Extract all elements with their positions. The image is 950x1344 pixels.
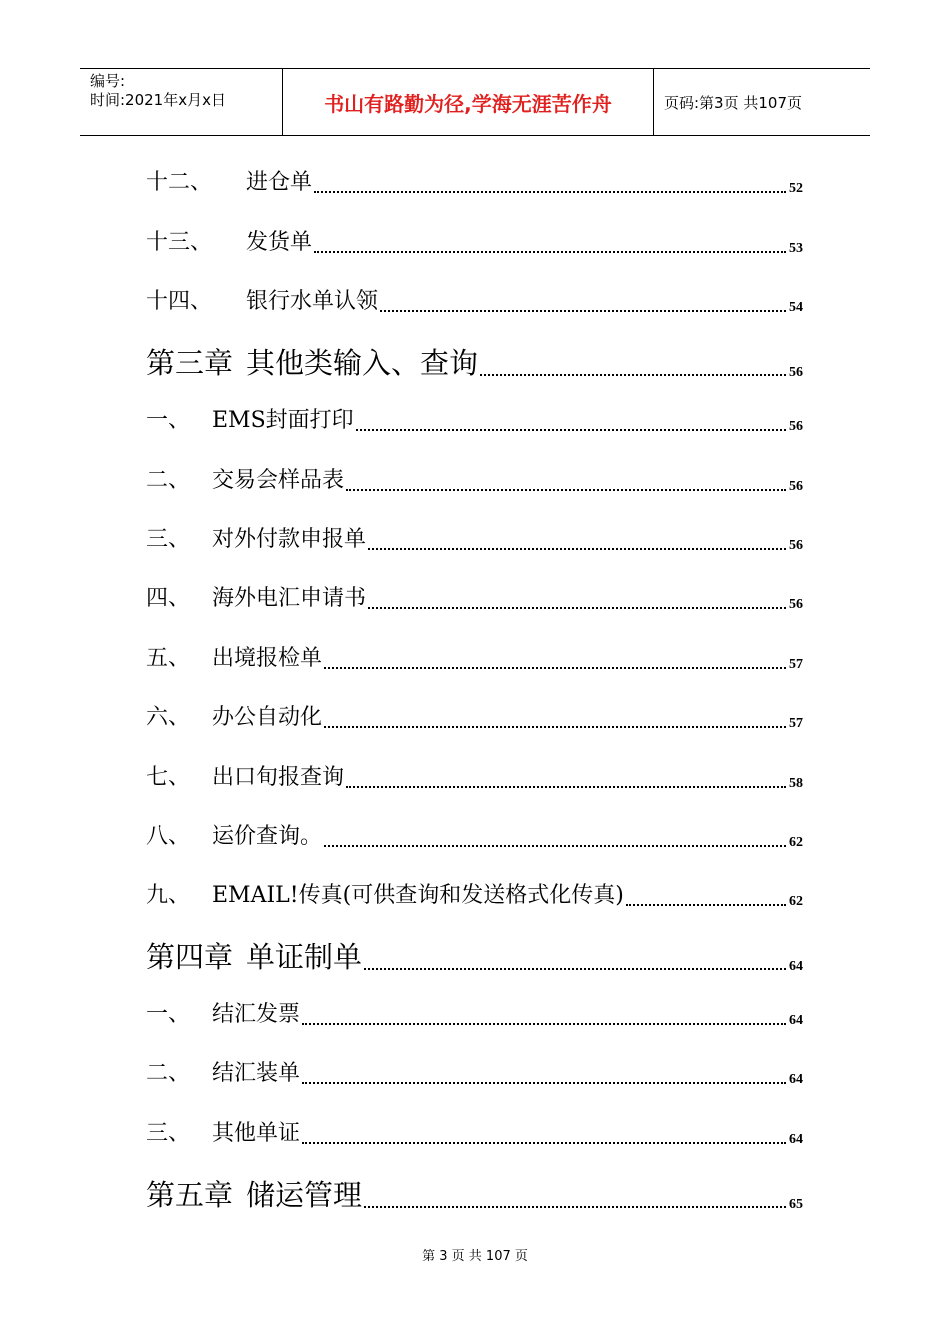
toc-entry-number: 四、 xyxy=(146,586,191,611)
toc-entry-number: 一、 xyxy=(146,1002,191,1027)
toc-entry-page: 56 xyxy=(789,365,803,380)
header-motto: 书山有路勤为径,学海无涯苦作舟 xyxy=(324,92,612,116)
toc-leader-dots xyxy=(368,607,786,609)
toc-entry-page: 53 xyxy=(789,241,803,256)
toc-entry-number: 七、 xyxy=(146,765,191,790)
toc-chapter-number: 第五章 xyxy=(146,1178,234,1212)
toc-entry-title: 发货单 xyxy=(246,230,313,255)
toc-entry-page: 62 xyxy=(789,894,803,909)
toc-entry[interactable] xyxy=(146,466,803,496)
toc-entry[interactable] xyxy=(146,584,803,614)
header-meta-cell xyxy=(80,69,282,135)
toc-entry-page: 62 xyxy=(789,835,803,850)
toc-entry-page: 56 xyxy=(789,479,803,494)
toc-leader-dots xyxy=(324,667,786,669)
toc-leader-dots xyxy=(324,726,786,728)
toc-entry-number: 五、 xyxy=(146,646,191,671)
toc-entry-page: 54 xyxy=(789,300,803,315)
toc-entry[interactable] xyxy=(146,1119,803,1149)
toc-entry-number: 三、 xyxy=(146,527,191,552)
toc-entry[interactable] xyxy=(146,822,803,852)
toc-entry-title: EMS封面打印 xyxy=(212,408,354,433)
toc-leader-dots xyxy=(302,1142,786,1144)
toc-chapter-entry[interactable] xyxy=(146,344,803,382)
toc-entry-number: 十四、 xyxy=(146,289,213,314)
document-header xyxy=(80,68,870,136)
toc-entry[interactable] xyxy=(146,287,803,317)
toc-leader-dots xyxy=(314,251,786,253)
toc-leader-dots xyxy=(302,1082,786,1084)
toc-entry-title: 出口旬报查询 xyxy=(212,765,345,790)
toc-leader-dots xyxy=(626,904,786,906)
toc-leader-dots xyxy=(356,429,786,431)
document-date: 时间:2021年x月x日 xyxy=(90,91,226,109)
header-page-info: 页码:第3页 共107页 xyxy=(664,94,802,112)
toc-entry-page: 64 xyxy=(789,959,803,974)
toc-entry-page: 56 xyxy=(789,419,803,434)
toc-entry-page: 64 xyxy=(789,1013,803,1028)
toc-chapter-title: 储运管理 xyxy=(246,1178,363,1212)
toc-chapter-number: 第四章 xyxy=(146,940,234,974)
toc-entry-title: 海外电汇申请书 xyxy=(212,586,367,611)
toc-entry[interactable] xyxy=(146,525,803,555)
toc-entry-page: 56 xyxy=(789,538,803,553)
toc-entry-number: 十三、 xyxy=(146,230,213,255)
toc-entry[interactable] xyxy=(146,1000,803,1030)
toc-entry-number: 九、 xyxy=(146,883,191,908)
toc-entry-title: 办公自动化 xyxy=(212,705,323,730)
toc-chapter-entry[interactable] xyxy=(146,1176,803,1214)
toc-entry[interactable] xyxy=(146,881,803,911)
toc-entry-page: 52 xyxy=(789,181,803,196)
toc-leader-dots xyxy=(364,1206,786,1208)
toc-entry-title: 结汇发票 xyxy=(212,1002,301,1027)
toc-chapter-number: 第三章 xyxy=(146,346,234,380)
toc-entry-number: 十二、 xyxy=(146,170,213,195)
toc-entry-title: 对外付款申报单 xyxy=(212,527,367,552)
toc-entry-page: 58 xyxy=(789,776,803,791)
toc-leader-dots xyxy=(346,786,786,788)
toc-entry-title: 交易会样品表 xyxy=(212,468,345,493)
toc-entry-title: 银行水单认领 xyxy=(246,289,379,314)
toc-chapter-entry[interactable] xyxy=(146,938,803,976)
page-footer: 第 3 页 共 107 页 xyxy=(422,1249,528,1264)
toc-entry-number: 二、 xyxy=(146,468,191,493)
toc-entry-page: 64 xyxy=(789,1072,803,1087)
toc-leader-dots xyxy=(368,548,786,550)
toc-entry-title: EMAIL!传真(可供查询和发送格式化传真) xyxy=(212,883,624,908)
toc-leader-dots xyxy=(302,1023,786,1025)
toc-entry-page: 64 xyxy=(789,1132,803,1147)
toc-entry-page: 56 xyxy=(789,597,803,612)
toc-chapter-title: 其他类输入、查询 xyxy=(246,346,479,380)
toc-entry-title: 出境报检单 xyxy=(212,646,323,671)
toc-entry[interactable] xyxy=(146,703,803,733)
toc-leader-dots xyxy=(314,191,786,193)
toc-entry-page: 65 xyxy=(789,1197,803,1212)
toc-leader-dots xyxy=(346,489,786,491)
toc-entry[interactable] xyxy=(146,228,803,258)
header-motto-cell xyxy=(282,69,654,135)
toc-entry[interactable] xyxy=(146,644,803,674)
document-number-label: 编号: xyxy=(90,72,126,90)
toc-entry[interactable] xyxy=(146,1059,803,1089)
toc-entry[interactable] xyxy=(146,406,803,436)
toc-entry-number: 六、 xyxy=(146,705,191,730)
toc-entry-number: 八、 xyxy=(146,824,191,849)
toc-entry[interactable] xyxy=(146,763,803,793)
toc-chapter-title: 单证制单 xyxy=(246,940,363,974)
toc-leader-dots xyxy=(324,845,786,847)
header-page-cell xyxy=(654,69,870,135)
toc-entry[interactable] xyxy=(146,168,803,198)
toc-entry-number: 二、 xyxy=(146,1061,191,1086)
toc-leader-dots xyxy=(480,374,786,376)
toc-leader-dots xyxy=(364,968,786,970)
toc-entry-title: 进仓单 xyxy=(246,170,313,195)
toc-leader-dots xyxy=(380,310,786,312)
toc-entry-title: 运价查询。 xyxy=(212,824,323,849)
toc-entry-page: 57 xyxy=(789,716,803,731)
toc-entry-number: 一、 xyxy=(146,408,191,433)
toc-entry-page: 57 xyxy=(789,657,803,672)
toc-entry-title: 结汇装单 xyxy=(212,1061,301,1086)
toc-entry-number: 三、 xyxy=(146,1121,191,1146)
toc-entry-title: 其他单证 xyxy=(212,1121,301,1146)
